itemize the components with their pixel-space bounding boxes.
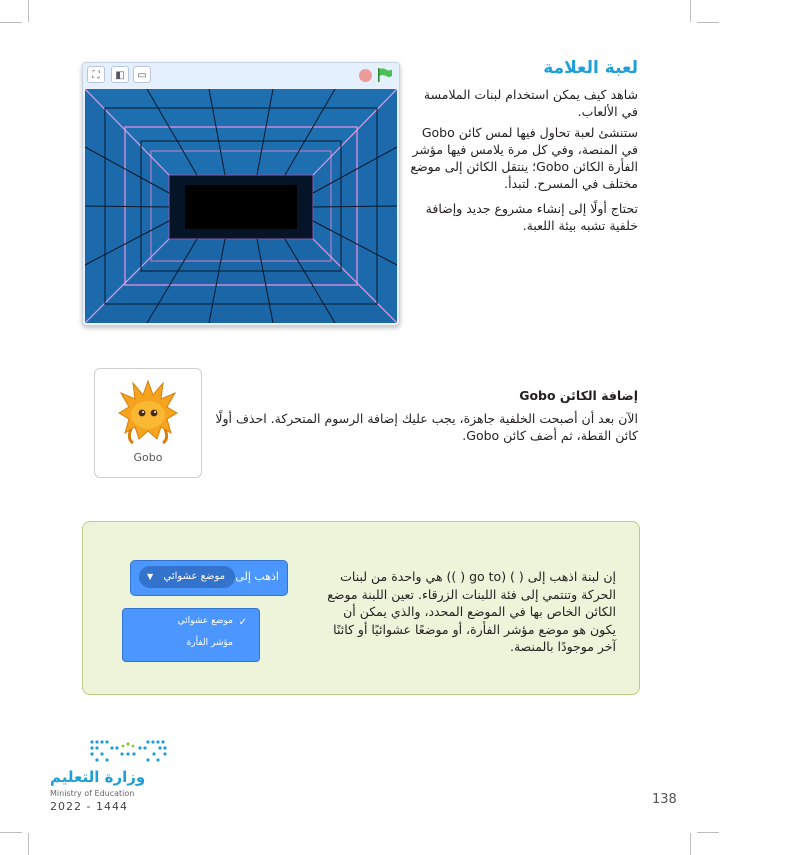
crop-mark [690,833,691,855]
dropdown-option[interactable]: موضع عشوائي [177,616,233,626]
tunnel-backdrop [85,89,397,323]
dropdown-value: موضع عشوائي [163,571,225,582]
block-dropdown[interactable] [139,566,235,588]
crop-mark [28,0,29,22]
large-stage-icon[interactable]: ▭ [133,66,151,83]
crop-mark [697,22,719,23]
green-flag-icon[interactable] [377,68,393,82]
dropdown-menu [122,608,260,662]
year-label: 2022 - 1444 [50,800,128,813]
info-text: إن لبنة اذهب إلى ( ) (go to ( )) هي واحدة من لبنات الحركة وتنتمي إلى فئة اللبنات الزرقاء. تعين اللبنة موضع الكائن الخاص بها في الموضع المحدد، والذي يمكن أن يكون هو موضع مؤشر الفأرة، أو موضعًا عشوائيًا أو كائنًا آخر موجودًا بالمنصة. [327,569,616,654]
ministry-name-en: Ministry of Education [50,789,135,798]
paragraph: ستنشئ لعبة تحاول فيها لمس كائن Gobo في المنصة، وفي كل مرة يلامس فيها مؤشر الفأرة الكائن Gobo؛ ينتقل الكائن إلى موضع مختلف في المسرح. لتبدأ. [410,125,638,191]
gobo-sprite-card[interactable] [94,368,202,478]
crop-mark [690,0,691,22]
crop-mark [697,832,719,833]
paragraph: تحتاج أولًا إلى إنشاء مشروع جديد وإضافة خلفية تشبه بيئة اللعبة. [425,201,638,233]
crop-mark [0,22,22,23]
paragraph: الآن بعد أن أصبحت الخلفية جاهزة، يجب عليك إضافة الرسوم المتحركة. احذف أولًا كائن القطة، ثم أضف كائن Gobo. [215,411,638,443]
ministry-name-ar: وزارة التعليم [50,768,146,786]
ministry-logo-icon [88,738,172,764]
fullscreen-icon[interactable]: ⛶ [87,66,105,83]
block-label: اذهب إلى [235,570,279,583]
paragraph: شاهد كيف يمكن استخدام لبنات الملامسة في الألعاب. [423,87,638,119]
stage-toolbar [83,63,399,87]
section-title: لعبة العلامة [543,58,638,78]
gobo-sprite-image [117,377,179,449]
small-stage-icon[interactable]: ◧ [111,66,129,83]
stop-icon[interactable] [359,69,372,82]
scratch-stage [82,62,400,326]
caret-down-icon: ▼ [147,572,154,581]
crop-mark [0,832,22,833]
dropdown-option[interactable]: مؤشر الفأرة [186,638,233,648]
crop-mark [28,833,29,855]
check-icon: ✓ [238,617,247,628]
page-number: 138 [652,792,677,807]
section-subtitle: إضافة الكائن Gobo [519,388,638,403]
gobo-label: Gobo [133,451,163,464]
go-to-block[interactable] [130,560,288,596]
